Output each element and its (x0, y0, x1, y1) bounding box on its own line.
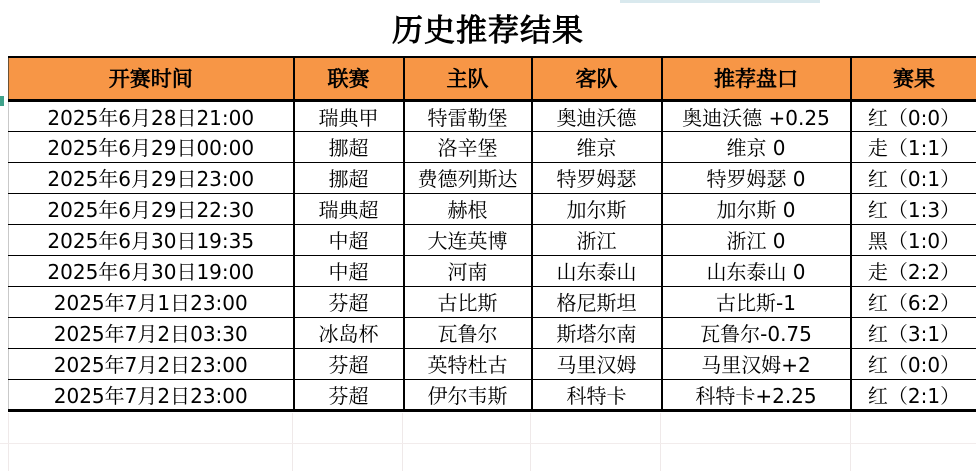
results-table (8, 56, 976, 412)
header-result: 赛果 (851, 57, 976, 100)
header-home-team: 主队 (404, 57, 532, 100)
home-team-cell: 伊尔韦斯 (404, 379, 532, 410)
result-cell: 红（6:2） (851, 286, 976, 317)
handicap-cell: 瓦鲁尔-0.75 (662, 317, 851, 348)
table-row (9, 255, 976, 286)
league-cell: 芬超 (294, 348, 404, 379)
handicap-cell: 古比斯-1 (662, 286, 851, 317)
home-team-cell: 赫根 (404, 193, 532, 224)
gridline-vertical (530, 413, 531, 471)
home-team-cell: 瓦鲁尔 (404, 317, 532, 348)
away-team-cell: 科特卡 (532, 379, 662, 410)
kickoff-time-cell: 2025年6月29日23:00 (9, 162, 294, 193)
gridline-horizontal (0, 443, 976, 444)
home-team-cell: 费德列斯达 (404, 162, 532, 193)
table-row (9, 348, 976, 379)
league-cell: 挪超 (294, 131, 404, 162)
header-kickoff-time: 开赛时间 (9, 57, 294, 100)
gridline-vertical (292, 413, 293, 471)
home-team-cell: 河南 (404, 255, 532, 286)
handicap-cell: 奥迪沃德 +0.25 (662, 100, 851, 131)
away-team-cell: 格尼斯坦 (532, 286, 662, 317)
home-team-cell: 洛辛堡 (404, 131, 532, 162)
table-row (9, 100, 976, 131)
table-row (9, 162, 976, 193)
result-cell: 红（0:0） (851, 100, 976, 131)
page-title: 历史推荐结果 (392, 13, 584, 49)
league-cell: 芬超 (294, 286, 404, 317)
league-cell: 芬超 (294, 379, 404, 410)
league-cell: 挪超 (294, 162, 404, 193)
result-cell: 红（1:3） (851, 193, 976, 224)
result-cell: 红（0:1） (851, 162, 976, 193)
result-cell: 红（0:0） (851, 348, 976, 379)
home-team-cell: 古比斯 (404, 286, 532, 317)
gridline-vertical (850, 413, 851, 471)
league-cell: 中超 (294, 224, 404, 255)
away-team-cell: 维京 (532, 131, 662, 162)
away-team-cell: 斯塔尔南 (532, 317, 662, 348)
table-row (9, 193, 976, 224)
home-team-cell: 英特杜古 (404, 348, 532, 379)
kickoff-time-cell: 2025年6月29日00:00 (9, 131, 294, 162)
league-cell: 瑞典超 (294, 193, 404, 224)
table-row (9, 286, 976, 317)
away-team-cell: 浙江 (532, 224, 662, 255)
handicap-cell: 特罗姆瑟 0 (662, 162, 851, 193)
kickoff-time-cell: 2025年6月28日21:00 (9, 100, 294, 131)
gridline-vertical (8, 413, 9, 471)
league-cell: 中超 (294, 255, 404, 286)
kickoff-time-cell: 2025年7月2日23:00 (9, 348, 294, 379)
home-team-cell: 特雷勒堡 (404, 100, 532, 131)
header-handicap: 推荐盘口 (662, 57, 851, 100)
home-team-cell: 大连英博 (404, 224, 532, 255)
league-cell: 瑞典甲 (294, 100, 404, 131)
kickoff-time-cell: 2025年6月30日19:35 (9, 224, 294, 255)
kickoff-time-cell: 2025年7月1日23:00 (9, 286, 294, 317)
handicap-cell: 科特卡+2.25 (662, 379, 851, 410)
kickoff-time-cell: 2025年7月2日03:30 (9, 317, 294, 348)
away-team-cell: 特罗姆瑟 (532, 162, 662, 193)
left-edge-marker (0, 96, 4, 106)
handicap-cell: 浙江 0 (662, 224, 851, 255)
result-cell: 走（1:1） (851, 131, 976, 162)
kickoff-time-cell: 2025年6月29日22:30 (9, 193, 294, 224)
away-team-cell: 山东泰山 (532, 255, 662, 286)
away-team-cell: 奥迪沃德 (532, 100, 662, 131)
kickoff-time-cell: 2025年7月2日23:00 (9, 379, 294, 410)
table-row (9, 379, 976, 410)
league-cell: 冰岛杯 (294, 317, 404, 348)
away-team-cell: 加尔斯 (532, 193, 662, 224)
gridline-vertical (660, 413, 661, 471)
handicap-cell: 加尔斯 0 (662, 193, 851, 224)
result-cell: 红（2:1） (851, 379, 976, 410)
header-league: 联赛 (294, 57, 404, 100)
table-row (9, 224, 976, 255)
table-header-row (9, 57, 976, 100)
table-row (9, 317, 976, 348)
gridline-vertical (402, 413, 403, 471)
away-team-cell: 马里汉姆 (532, 348, 662, 379)
result-cell: 红（3:1） (851, 317, 976, 348)
handicap-cell: 山东泰山 0 (662, 255, 851, 286)
result-cell: 走（2:2） (851, 255, 976, 286)
kickoff-time-cell: 2025年6月30日19:00 (9, 255, 294, 286)
handicap-cell: 维京 0 (662, 131, 851, 162)
table-row (9, 131, 976, 162)
header-away-team: 客队 (532, 57, 662, 100)
handicap-cell: 马里汉姆+2 (662, 348, 851, 379)
top-edge-artifact (620, 0, 820, 3)
result-cell: 黑（1:0） (851, 224, 976, 255)
